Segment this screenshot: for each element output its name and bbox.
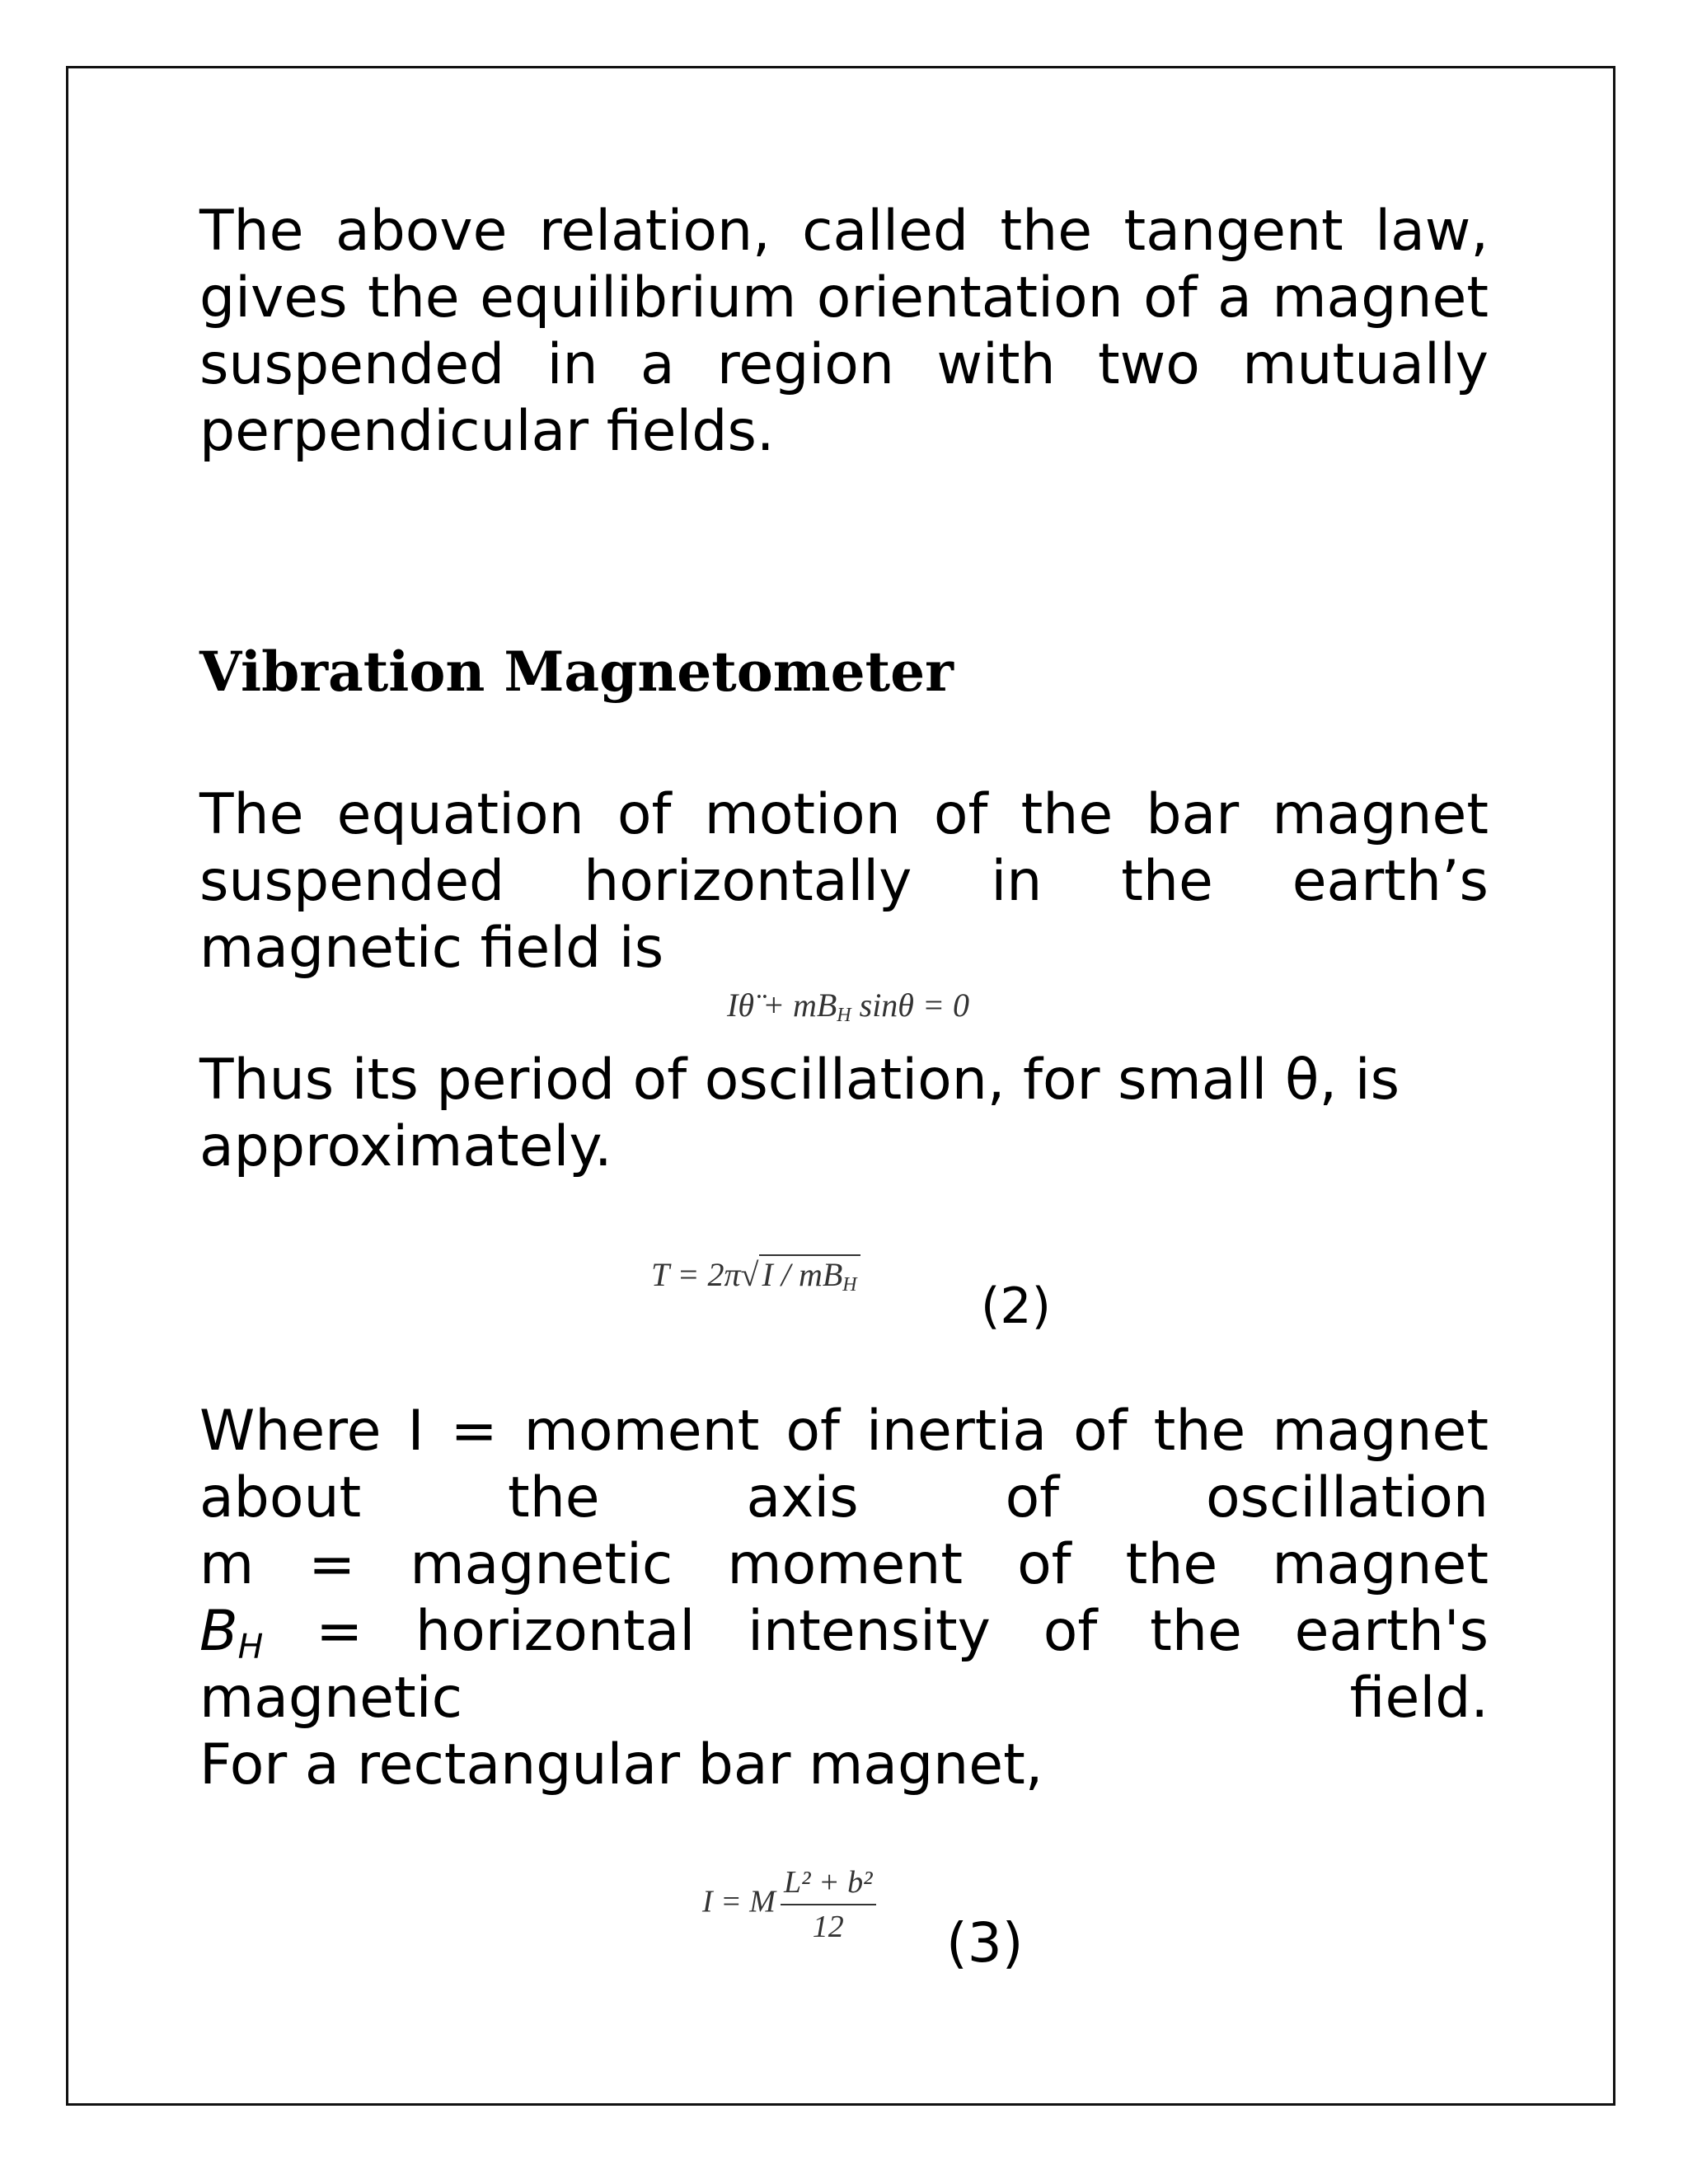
definition-line-3: m = magnetic moment of the magnet [199,1532,1489,1597]
definition-4-symbol: B [199,1599,238,1664]
equation-2-radicand-text: I / mB [762,1256,843,1293]
motion-line-2: suspended horizontally in the earth’s [199,849,1489,914]
equation-1-sub: H [837,1005,851,1026]
definition-line-2: about the axis of oscillation [199,1465,1489,1530]
intro-line-3: suspended in a region with two mutually [199,332,1489,397]
period-line-2: approximately. [199,1114,612,1179]
equation-2-number: (2) [981,1277,1051,1335]
intro-paragraph [199,198,1489,465]
definition-line-6: For a rectangular bar magnet, [199,1732,1043,1797]
intro-line-1: The above relation, called the tangent law, [199,199,1489,264]
equation-1-rhs: sinθ = 0 [851,987,969,1024]
equation-3-numerator: L² + b² [781,1863,876,1905]
definition-line-1: Where I = moment of inertia of the magnet [199,1399,1489,1464]
equation-2-sub: H [842,1274,857,1296]
definition-line-4 [199,1598,1489,1665]
motion-paragraph [199,781,1489,982]
definition-4-sub: H [237,1627,264,1667]
equation-2-radicand [759,1254,860,1296]
intro-line-4: perpendicular fields. [199,399,775,464]
equation-of-motion [727,985,969,1036]
period-paragraph [199,1047,1489,1180]
period-line-1: Thus its period of oscillation, for small θ, is [199,1047,1400,1113]
definition-line-5: magnetic field. [199,1666,1489,1731]
equation-3-denominator: 12 [812,1910,844,1944]
equation-2-prefix: T = 2π√ [651,1256,759,1293]
motion-line-3: magnetic field is [199,916,664,981]
equation-3-prefix: I = M [702,1884,776,1919]
equation-3-fraction [781,1863,876,1947]
intro-line-2: gives the equilibrium orientation of a magnet [199,265,1489,330]
period-equation [651,1254,860,1305]
motion-line-1: The equation of motion of the bar magnet [199,782,1489,847]
equation-1-lhs: Iθ̈ + mB [727,987,837,1024]
equation-3-number: (3) [946,1911,1024,1975]
definition-4-rest: = horizontal intensity of the earth's [263,1599,1489,1664]
moment-of-inertia-equation [702,1863,876,1947]
section-heading: Vibration Magnetometer [199,640,954,704]
definitions-paragraph [199,1398,1489,1798]
